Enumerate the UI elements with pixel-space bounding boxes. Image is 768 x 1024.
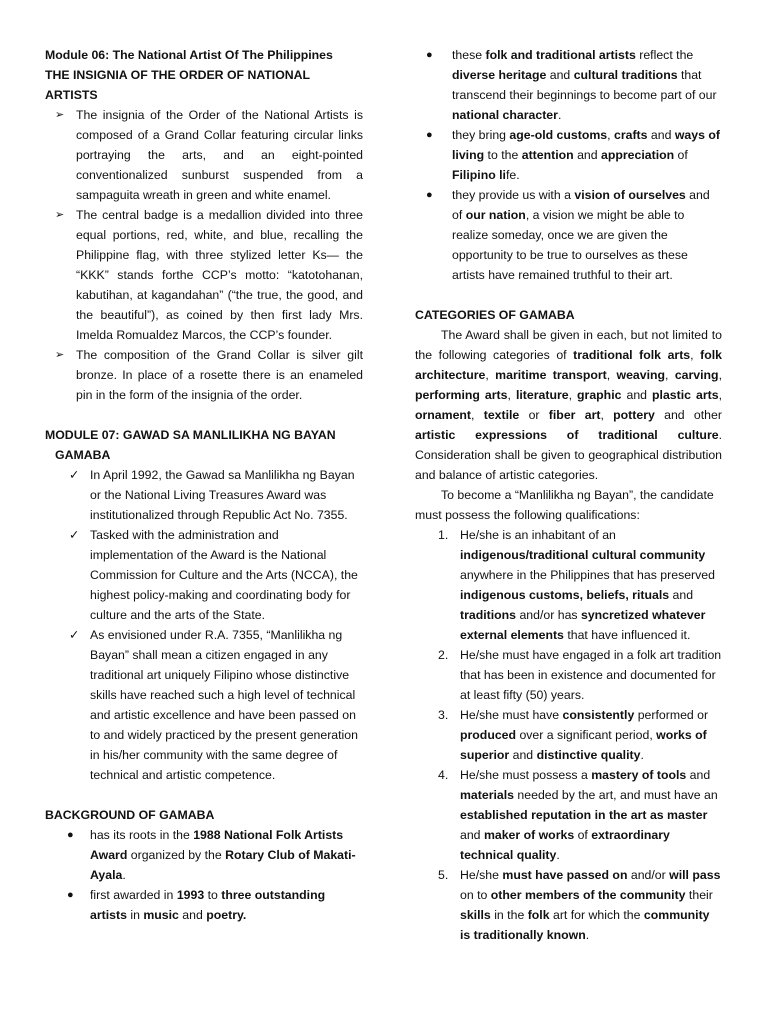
list-item: ➢ The central badge is a medallion divided into three equal portions, red, white, and blue, recalling the Philippine flag, with three stylized letter Ks— the “KKK” stands forthe CCP’s motto: “katotohanan, kabutihan, at kagandahan” (“the true, the good, and the beautiful”), as coined by then first lady Mrs. Imelda Romualdez Marcos, the CCP’s founder. (45, 205, 363, 345)
arrow-bullet-icon: ➢ (55, 209, 65, 221)
list-item: ✓ In April 1992, the Gawad sa Manlilikha ng Bayan or the National Living Treasures Award was institutionalized through Republic Act No. 7355. (45, 465, 363, 525)
list-item: ● they bring age-old customs, crafts and ways of living to the attention and appreciation of Filipino life. (415, 125, 722, 185)
list-item: ● has its roots in the 1988 National Folk Artists Award organized by the Rotary Club of Makati-Ayala. (45, 825, 363, 885)
list-item: 3. He/she must have consistently performed or produced over a significant period, works of superior and distinctive quality. (438, 708, 709, 762)
bullet-icon: ● (426, 189, 433, 201)
module6-subtitle: THE INSIGNIA OF THE ORDER OF NATIONAL ARTISTS (45, 68, 310, 102)
qualification-intro: To become a “Manlilikha ng Bayan”, the candidate must possess the following qualifications: (415, 488, 714, 522)
categories-paragraph: The Award shall be given in each, but not limited to the following categories of traditional folk arts, folk architecture, maritime transport, weaving, carving, performing arts, literature, graphic and plastic arts, ornament, textile or fiber art, pottery and other artistic expressions of traditional culture. Consideration shall be given to geographical distribution and balance of artistic categories. (415, 328, 722, 482)
arrow-bullet-icon: ➢ (55, 349, 65, 361)
checkmark-icon: ✓ (69, 528, 80, 542)
list-item: ✓ As envisioned under R.A. 7355, “Manlilikha ng Bayan” shall mean a citizen engaged in any traditional art uniquely Filipino whose distinctive skills have reached such a high level of technical and artistic excellence and have been passed on to and widely practiced by the present generation in his/her community with the same degree of technical and artistic competence. (45, 625, 363, 785)
list-item: ● these folk and traditional artists reflect the diverse heritage and cultural traditions that transcend their beginnings to become part of our national character. (415, 45, 722, 125)
list-item: ➢ The composition of the Grand Collar is silver gilt bronze. In place of a rosette there is an enameled pin in the form of the insignia of the order. (45, 345, 363, 405)
checkmark-icon: ✓ (69, 628, 80, 642)
list-item: ● first awarded in 1993 to three outstanding artists in music and poetry. (45, 885, 363, 925)
list-item: 2. He/she must have engaged in a folk art tradition that has been in existence and documented for at least fifty (50) years. (438, 648, 722, 702)
checkmark-icon: ✓ (69, 468, 80, 482)
list-item: ● they provide us with a vision of ourselves and of our nation, a vision we might be able to realize someday, once we are given the opportunity to be true to ourselves as these artists have remained truthful to their art. (415, 185, 722, 285)
bullet-icon: ● (426, 49, 433, 61)
bullet-icon: ● (67, 829, 74, 841)
left-column (45, 45, 363, 925)
bullet-icon: ● (426, 129, 433, 141)
module7-title: MODULE 07: GAWAD SA MANLILIKHA NG BAYAN (45, 428, 336, 442)
module6-title: Module 06: The National Artist Of The Philippines (45, 48, 333, 62)
list-item: ➢ The insignia of the Order of the National Artists is composed of a Grand Collar featuring circular links portraying the arts, and an eight-pointed conventionalized sunburst suspended from a sampaguita wreath in green and white enamel. (45, 105, 363, 205)
background-list (45, 825, 363, 925)
significance-list (415, 45, 722, 285)
list-item: ✓ Tasked with the administration and implementation of the Award is the National Commission for Culture and the Arts (NCCA), the highest policy-making and coordinating body for culture and the arts of the State. (45, 525, 363, 625)
insignia-list (45, 105, 363, 405)
background-title: BACKGROUND OF GAMABA (45, 808, 215, 822)
module7-subtitle: GAMABA (55, 448, 111, 462)
qualification-list (415, 525, 722, 945)
list-item: 5. He/she must have passed on and/or will pass on to other members of the community their skills in the folk art for which the community is traditionally known. (438, 868, 721, 942)
arrow-bullet-icon: ➢ (55, 109, 65, 121)
categories-title: CATEGORIES OF GAMABA (415, 308, 575, 322)
bullet-icon: ● (67, 889, 74, 901)
list-item: 1. He/she is an inhabitant of an indigenous/traditional cultural community anywhere in the Philippines that has preserved indigenous customs, beliefs, rituals and traditions and/or has syncretized whatever external elements that have influenced it. (438, 528, 715, 642)
list-item: 4. He/she must possess a mastery of tools and materials needed by the art, and must have an established reputation in the art as master and maker of works of extraordinary technical quality. (438, 768, 718, 862)
gamaba-list (45, 465, 363, 785)
right-column (415, 45, 722, 945)
